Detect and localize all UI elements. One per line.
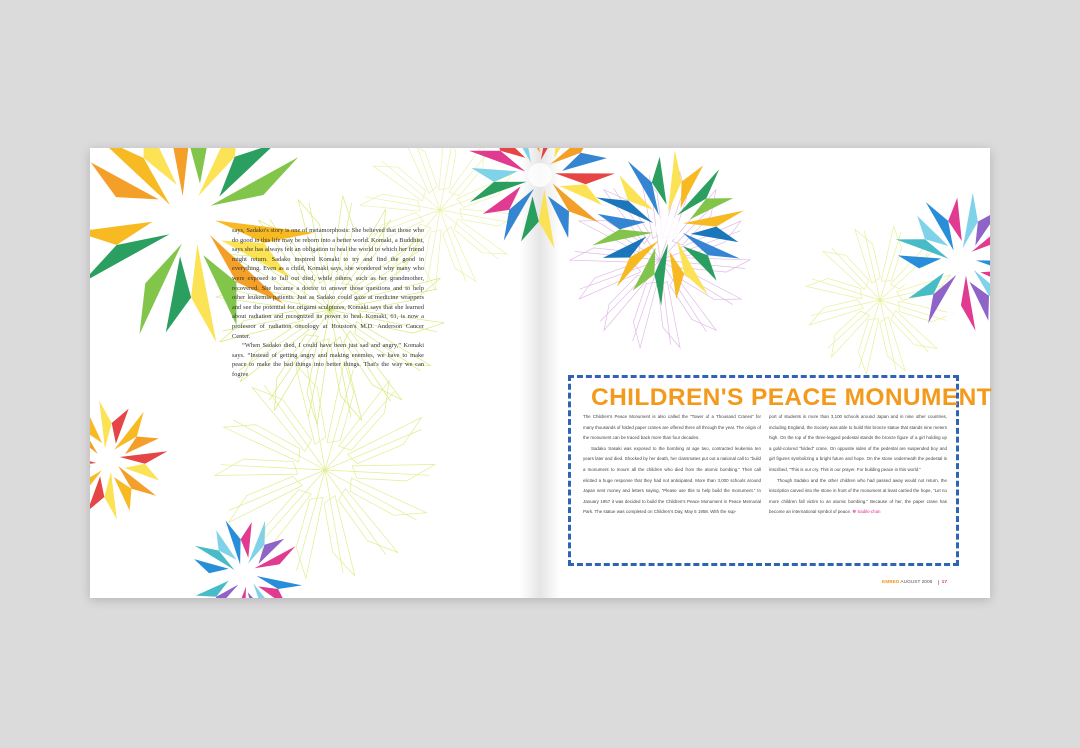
end-mark-icon: ❁ (852, 509, 857, 515)
sidebar-paragraph (769, 476, 947, 518)
photo-credit: Sadiki-chan (857, 509, 881, 515)
article-paragraph: “When Sadako died, I could have been just sad and angry,” Komaki says. “Instead of getting angry and making enemies, we have to make peace to make the bad things into better things. That's the way we can fogive (232, 342, 424, 378)
page-folio (882, 580, 947, 585)
issue-date: AUGUST 2006 (900, 580, 933, 585)
sidebar-paragraph: Sadako Sasaki was exposed to the bombing at age two, contracted leukemia ten years later and died. Shocked by her death, her classmates put out a national call to “build a monument to mourn all the children who died from the atomic bombing.” Their call elicited a huge response that they had not anticipated. More than 3,000 schools around Japan sent money and letters saying, “Please use this to help build the monument.” In January 1957 it was decided to build the Children's Peace Monument in Peace Memorial Park. The statue was completed on Children's Day, May 5 1958. With the sup- (583, 445, 761, 515)
crane-burst-cyan (896, 193, 1032, 331)
article-body-text (232, 226, 424, 380)
crane-burst-multicolor (469, 101, 615, 249)
magazine-name: EMBED (882, 580, 900, 585)
sidebar-paragraph: port of students in more than 3,100 schools around Japan and in nine other countries, including England, the Society was able to build this bronze statue that stands nine meters high. On the top of the three-legged pedestal stands the bronze figure of a girl holding up a gold-colored “folded” crane. On opposite sides of the pedestal are suspended boy and girl figures symbolizing a bright future and hope. On the stone underneath the pedestal is inscribed, “This is our cry. This is our prayer. For building peace in this world.” (769, 414, 947, 472)
page-number: 17 (938, 580, 947, 585)
sidebar-title: CHILDREN'S PEACE MONUMENT (591, 384, 993, 411)
sidebar-closing-text: Though Sadako and the other children who had passed away would not return, the inscription carved into the stone in front of the monument at least carried the hope, “Let no more children fall victim to an atomic bombing.” Because of her, the paper crane has become an international symbol of peace. (769, 477, 947, 515)
crane-burst-red (49, 401, 168, 520)
sidebar-paragraph: The Children's Peace Monument is also called the “Tower of a Thousand Cranes” for many thousands of folded paper cranes are offered there all through the year. The origin of the monument can be traced back more than four decades. (583, 414, 761, 441)
sidebar-column-1 (583, 412, 761, 518)
sidebar-column-2 (769, 412, 947, 518)
crane-burst-green (592, 150, 744, 305)
article-paragraph: says, Sadako's story is one of metamorphosis: She believed that those who do good in this life may be reborn into a better world. Komaki, a Buddhist, says she has always felt an obligation to heal the world to which her friend might return. Sadako inspired Komaki to try and find the good in everything. Even as a child, Komaki says, she wondered why many who were exposed to fall out died, while others, such as her grandmother, recovered. She became a doctor to answer those questions and to help other leukemia patients. Just as Sadako could gaze at medicine wrappers and see the potential for origami sculptures, Komaki says that she learned about radiation and recognized its power to heal. Komaki, 61, is now a professor of radiation oncology at Houston's M.D. Anderson Cancer Center. (232, 227, 424, 340)
crane-burst-blue (188, 520, 302, 633)
peace-monument-sidebar (568, 375, 993, 566)
